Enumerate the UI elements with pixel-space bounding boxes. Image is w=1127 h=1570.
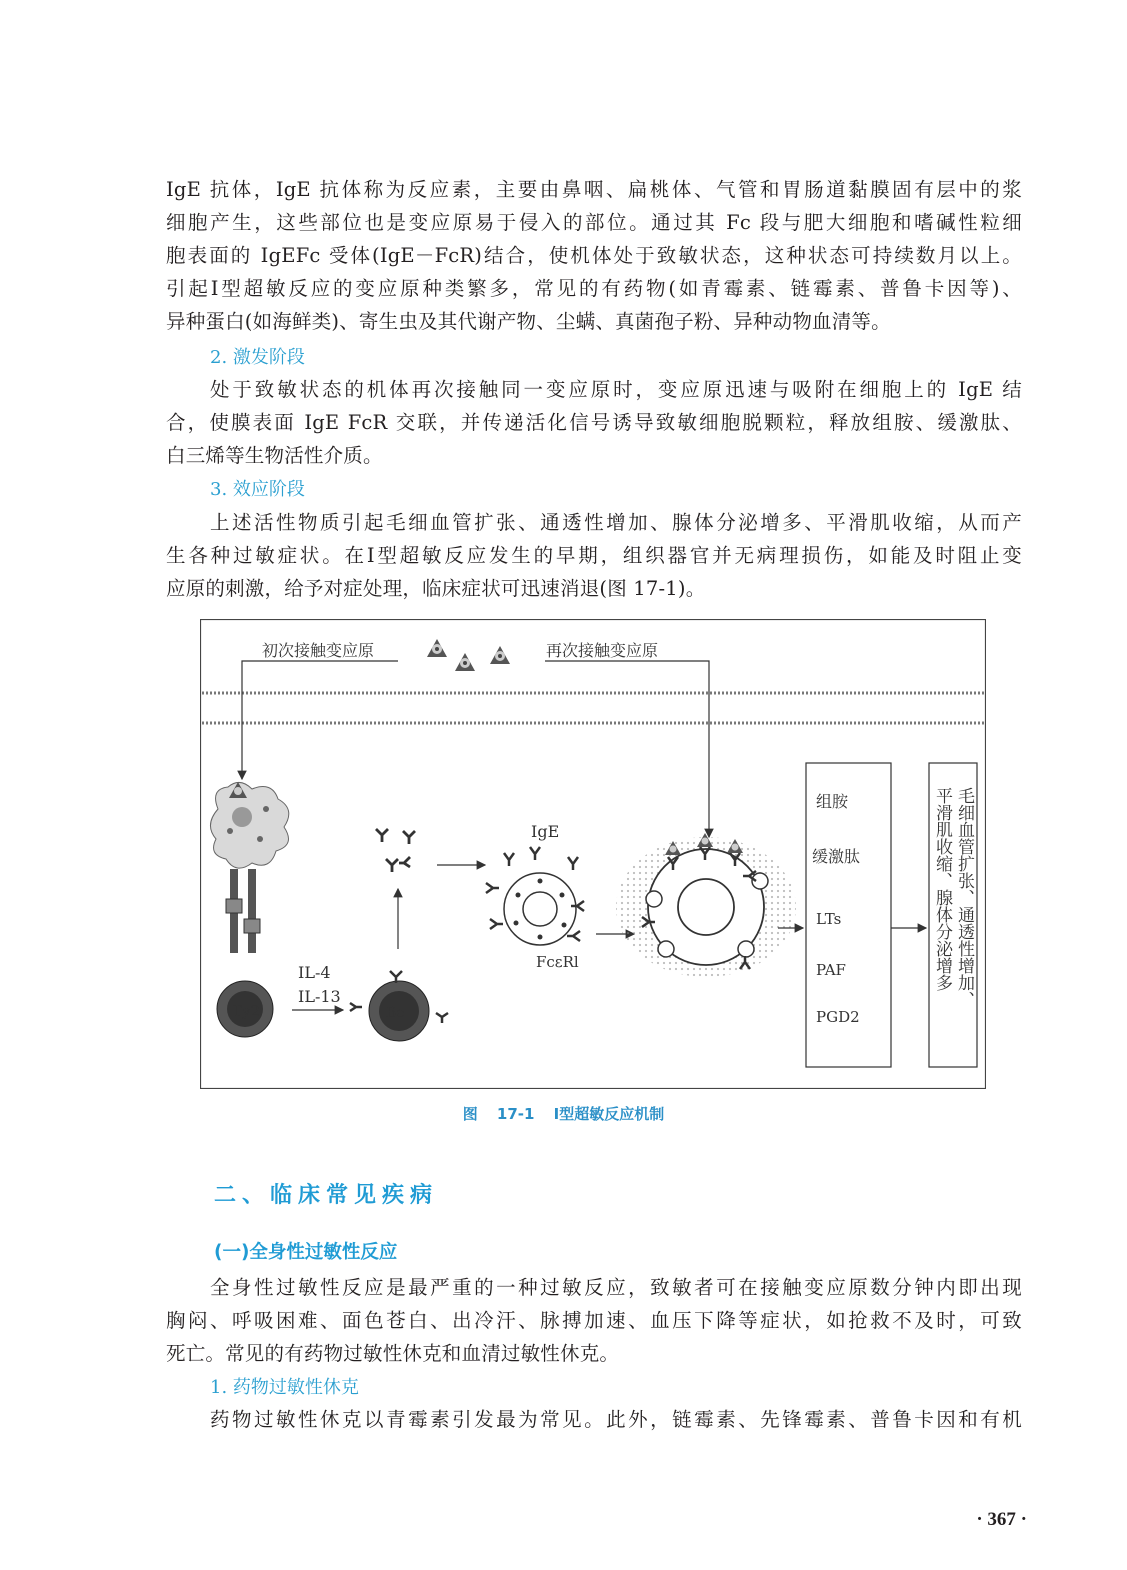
body-text-line: 异种蛋白(如海鲜类)、寄生虫及其代谢产物、尘螨、真菌孢子粉、异种动物血清等。 — [166, 310, 891, 333]
section-subheading: (一)全身性过敏性反应 — [214, 1242, 398, 1263]
mediator-item: PAF — [816, 961, 846, 979]
body-text-line: 生各种过敏症状。在Ⅰ型超敏反应发生的早期，组织器官并无病理损伤，如能及时阻止变 — [166, 544, 1022, 567]
label-il13: IL-13 — [298, 987, 341, 1006]
subsection-heading: 3. 效应阶段 — [210, 479, 305, 500]
th2-cell — [217, 981, 273, 1037]
label-b-cell: Be — [386, 1005, 405, 1021]
mediator-item: 缓激肽 — [812, 847, 861, 866]
body-text-line: 全身性过敏性反应是最严重的一种过敏反应，致敏者可在接触变应原数分钟内即出现 — [210, 1276, 1022, 1299]
body-text-line: 胸闷、呼吸困难、面色苍白、出冷汗、脉搏加速、血压下降等症状，如抢救不及时，可致 — [166, 1309, 1022, 1332]
body-text-line: 上述活性物质引起毛细血管扩张、通透性增加、腺体分泌增多、平滑肌收缩，从而产 — [210, 511, 1022, 534]
body-text-line: 引起Ⅰ型超敏反应的变应原种类繁多，常见的有药物(如青霉素、链霉素、普鲁卡因等)、 — [166, 277, 1022, 300]
subsection-heading: 2. 激发阶段 — [210, 347, 305, 368]
figure-caption: 图 17-1 Ⅰ型超敏反应机制 — [462, 1105, 665, 1123]
body-text-line: 细胞产生，这些部位也是变应原易于侵入的部位。通过其 Fc 段与肥大细胞和嗜碱性粒细 — [166, 211, 1022, 234]
body-text-line: IgE 抗体，IgE 抗体称为反应素，主要由鼻咽、扁桃体、气管和胃肠道黏膜固有层中的浆 — [166, 178, 1022, 201]
label-il4: IL-4 — [298, 963, 331, 982]
body-text-line: 白三烯等生物活性介质。 — [166, 444, 383, 467]
mediator-item: 组胺 — [816, 792, 849, 811]
effects-text-col2: 平滑肌收缩、腺体分泌增多 — [932, 787, 952, 991]
effects-text-col1: 毛细血管扩张、通透性增加、 — [954, 787, 974, 1008]
hypersensitivity-mechanism-figure — [200, 619, 986, 1089]
label-th2: Ty2 — [232, 1002, 261, 1020]
label-second-contact: 再次接触变应原 — [546, 641, 659, 660]
label-ige: IgE — [531, 822, 560, 841]
mediator-item: PGD2 — [816, 1008, 860, 1026]
section-heading: 二、临床常见疾病 — [214, 1183, 439, 1208]
body-text-line: 药物过敏性休克以青霉素引发最为常见。此外，链霉素、先锋霉素、普鲁卡因和有机 — [210, 1408, 1022, 1431]
body-text-line: 应原的刺激，给予对症处理，临床症状可迅速消退(图 17-1)。 — [166, 577, 706, 600]
body-text-line: 胞表面的 IgEFc 受体(IgE－FcR)结合，使机体处于致敏状态，这种状态可持续数月以上。 — [166, 244, 1022, 267]
subsection-heading: 1. 药物过敏性休克 — [210, 1377, 359, 1398]
page-number: · 367 · — [976, 1509, 1027, 1530]
label-first-contact: 初次接触变应原 — [262, 641, 375, 660]
body-text-line: 合，使膜表面 IgE FcR 交联，并传递活化信号诱导致敏细胞脱颗粒，释放组胺、缓激肽、 — [166, 411, 1022, 434]
mediator-item: LTs — [816, 910, 842, 928]
body-text-line: 处于致敏状态的机体再次接触同一变应原时，变应原迅速与吸附在细胞上的 IgE 结 — [210, 378, 1022, 401]
body-text-line: 死亡。常见的有药物过敏性休克和血清过敏性休克。 — [166, 1342, 620, 1365]
label-fcer: FcεRl — [536, 953, 579, 971]
